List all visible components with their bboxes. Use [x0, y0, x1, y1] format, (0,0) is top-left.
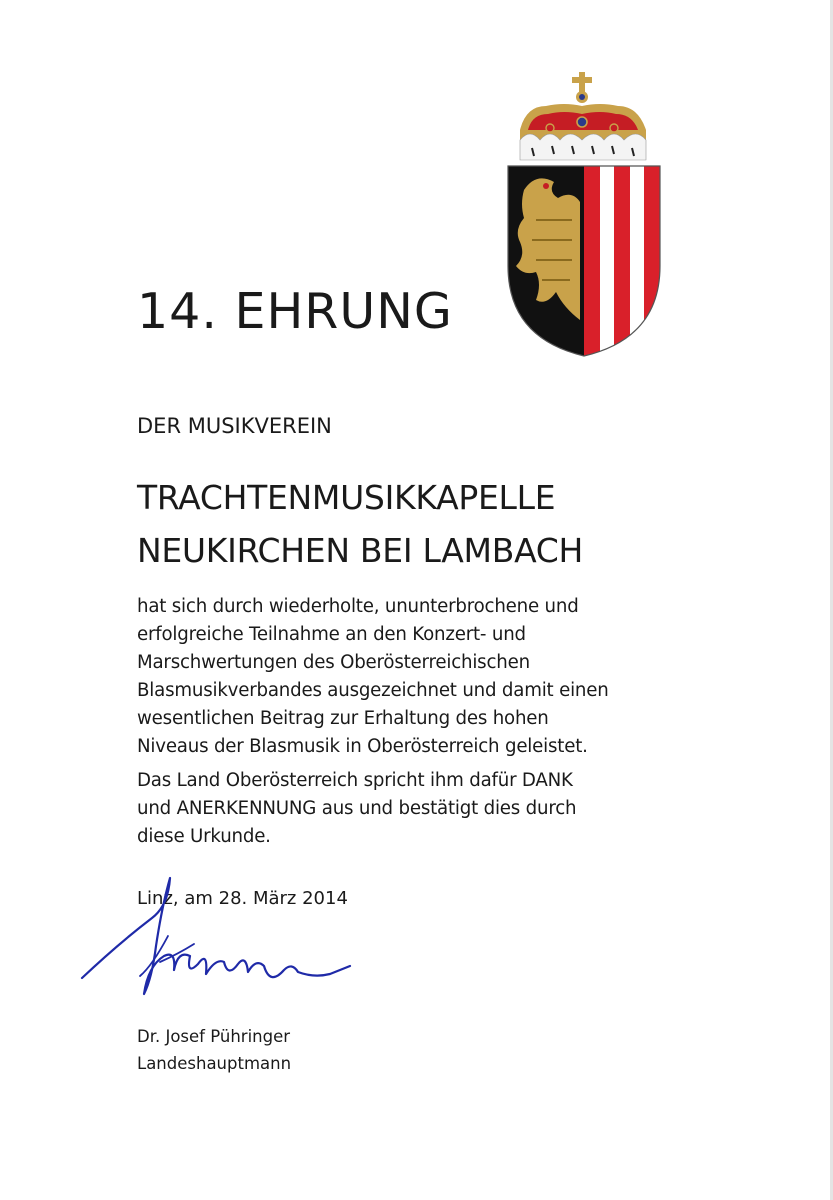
paragraph-2-line: diese Urkunde.	[137, 826, 271, 847]
paragraph-1-line: hat sich durch wiederholte, ununterbrochene und	[137, 596, 579, 617]
paragraph-1-line: wesentlichen Beitrag zur Erhaltung des hohen	[137, 708, 549, 729]
paragraph-2-line: und ANERKENNUNG aus und bestätigt dies durch	[137, 798, 577, 819]
organization-name-line-1: TRACHTENMUSIKKAPELLE	[137, 478, 556, 517]
paragraph-1-line: Niveaus der Blasmusik in Oberösterreich geleistet.	[137, 736, 588, 757]
shield-icon	[508, 166, 660, 360]
crown-icon	[520, 104, 646, 160]
page-title: 14. EHRUNG	[137, 283, 453, 340]
subheading: DER MUSIKVEREIN	[137, 414, 332, 438]
paragraph-1-line: Blasmusikverbandes ausgezeichnet und damit einen	[137, 680, 609, 701]
coat-of-arms-icon	[506, 70, 662, 360]
signature-icon	[78, 866, 368, 1006]
organization-name-line-2: NEUKIRCHEN BEI LAMBACH	[137, 531, 584, 570]
paragraph-1-line: Marschwertungen des Oberösterreichischen	[137, 652, 530, 673]
signer-name: Dr. Josef Pühringer	[137, 1027, 291, 1046]
crown-cross-icon	[572, 72, 592, 103]
paragraph-2-line: Das Land Oberösterreich spricht ihm dafür DANK	[137, 770, 573, 791]
signer-title: Landeshauptmann	[137, 1054, 292, 1073]
place-and-date: Linz, am 28. März 2014	[137, 888, 348, 909]
paragraph-1-line: erfolgreiche Teilnahme an den Konzert- und	[137, 624, 526, 645]
